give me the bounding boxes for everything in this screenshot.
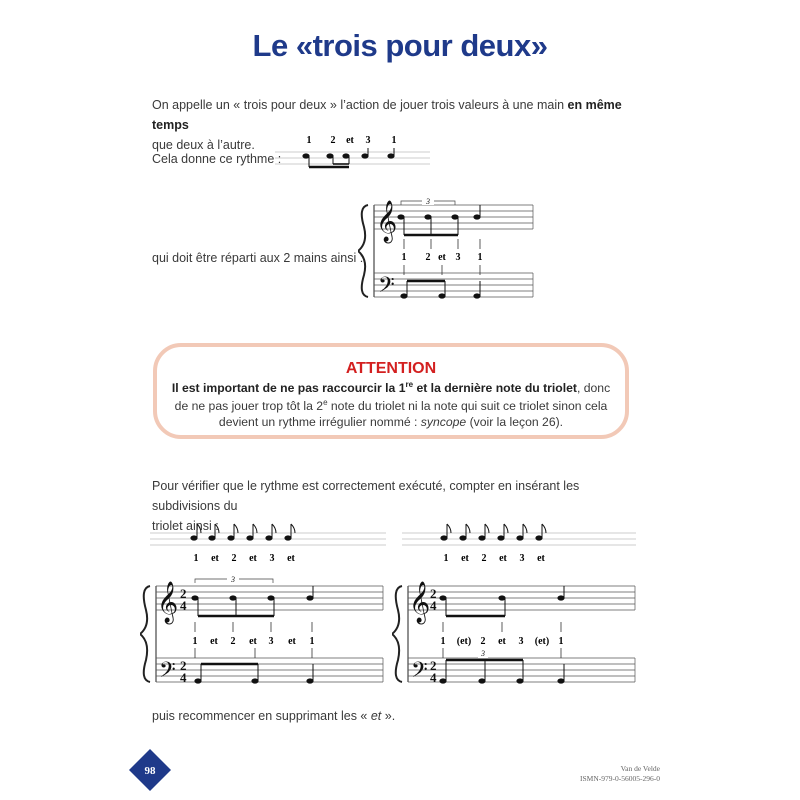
right-grand-staff: [392, 572, 637, 692]
left-grand-count: 3: [268, 636, 274, 647]
footer-author: Van de Velde: [620, 764, 660, 773]
split-count: 1: [401, 252, 407, 263]
left-rhythm-count: et: [249, 553, 257, 564]
split-grand-staff: [358, 195, 538, 310]
right-rhythm-count: et: [499, 553, 507, 564]
right-grand-count: (et): [456, 636, 472, 647]
attention-line-2: de ne pas jouer trop tôt la 2e note du triolet ni la note qui suit ce triolet sinon cela: [174, 398, 608, 414]
split-count: et: [438, 252, 446, 263]
left-triplet-label: 3: [231, 575, 235, 584]
rhythm-count: 1: [391, 135, 397, 146]
svg-text:𝄞: 𝄞: [376, 201, 398, 241]
page-number: 98: [144, 765, 156, 777]
left-rhythm-line: [148, 518, 388, 568]
left-rhythm-count: et: [211, 553, 219, 564]
left-rhythm-count: 2: [231, 553, 237, 564]
rhythm-count: 3: [365, 135, 371, 146]
right-grand-count: et: [498, 636, 506, 647]
split-count: 3: [455, 252, 461, 263]
right-time-sig-bottom: 4: [430, 598, 437, 613]
right-time-sig-top-bass: 2: [430, 658, 437, 673]
left-time-sig-bottom: 4: [180, 598, 187, 613]
right-grand-count: 2: [480, 636, 486, 647]
split-count: 2: [425, 252, 431, 263]
attention-line-3: devient un rythme irrégulier nommé : syncope (voir la leçon 26).: [218, 415, 564, 429]
right-rhythm-count: 2: [481, 553, 487, 564]
right-grand-count: 1: [558, 636, 564, 647]
left-rhythm-count: 3: [269, 553, 275, 564]
left-grand-count: 1: [309, 636, 315, 647]
svg-text:𝄢: 𝄢: [411, 658, 428, 687]
page-title: Le «trois pour deux»: [252, 28, 548, 63]
svg-text:𝄢: 𝄢: [378, 273, 395, 302]
right-time-sig-top: 2: [430, 586, 437, 601]
right-grand-count: 3: [518, 636, 524, 647]
svg-text:𝄞: 𝄞: [409, 582, 431, 622]
right-rhythm-line: [400, 518, 640, 568]
right-rhythm-count: 1: [443, 553, 449, 564]
verify-paragraph: Pour vérifier que le rythme est correctement exécuté, compter en insérant les subdivisions du triolet ainsi :: [152, 479, 580, 533]
rhythm-count: 2: [330, 135, 336, 146]
left-grand-count: 1: [192, 636, 198, 647]
left-rhythm-count: 1: [193, 553, 199, 564]
closing-line: puis recommencer en supprimant les « et ».: [152, 709, 396, 723]
right-rhythm-count: 3: [519, 553, 525, 564]
intro-text-b: que deux à l’autre.: [152, 138, 255, 152]
footer-ref: ISMN-979-0-56005-296-0: [580, 774, 660, 783]
svg-text:𝄞: 𝄞: [157, 582, 179, 622]
attention-heading: ATTENTION: [345, 360, 437, 377]
left-grand-count: et: [288, 636, 296, 647]
intro-text-a: On appelle un « trois pour deux » l’action de jouer trois valeurs à une main: [152, 98, 568, 112]
split-label: qui doit être réparti aux 2 mains ainsi :: [152, 251, 364, 265]
left-grand-count: et: [249, 636, 257, 647]
rhythm-label: Cela donne ce rythme :: [152, 152, 282, 166]
right-rhythm-count: et: [461, 553, 469, 564]
right-time-sig-bottom-bass: 4: [430, 670, 437, 685]
left-time-sig-top: 2: [180, 586, 187, 601]
left-grand-count: 2: [230, 636, 236, 647]
left-time-sig-top-bass: 2: [180, 658, 187, 673]
rhythm-count: et: [346, 135, 354, 146]
intro-text-bold: en même temps: [152, 98, 622, 132]
right-grand-count: (et): [534, 636, 550, 647]
attention-line-1: Il est important de ne pas raccourcir la 1re et la dernière note du triolet, donc: [171, 380, 611, 396]
right-triplet-label: 3: [481, 649, 485, 658]
split-count: 1: [477, 252, 483, 263]
right-rhythm-count: et: [537, 553, 545, 564]
page-number-badge: [128, 748, 172, 792]
rhythm-count: 1: [306, 135, 312, 146]
left-grand-staff: [140, 572, 385, 692]
split-triplet-label: 3: [426, 197, 430, 206]
right-grand-count: 1: [440, 636, 446, 647]
left-rhythm-count: et: [287, 553, 295, 564]
svg-text:𝄢: 𝄢: [159, 658, 176, 687]
left-grand-count: et: [210, 636, 218, 647]
left-time-sig-bottom-bass: 4: [180, 670, 187, 685]
rhythm-staff: [275, 130, 435, 175]
